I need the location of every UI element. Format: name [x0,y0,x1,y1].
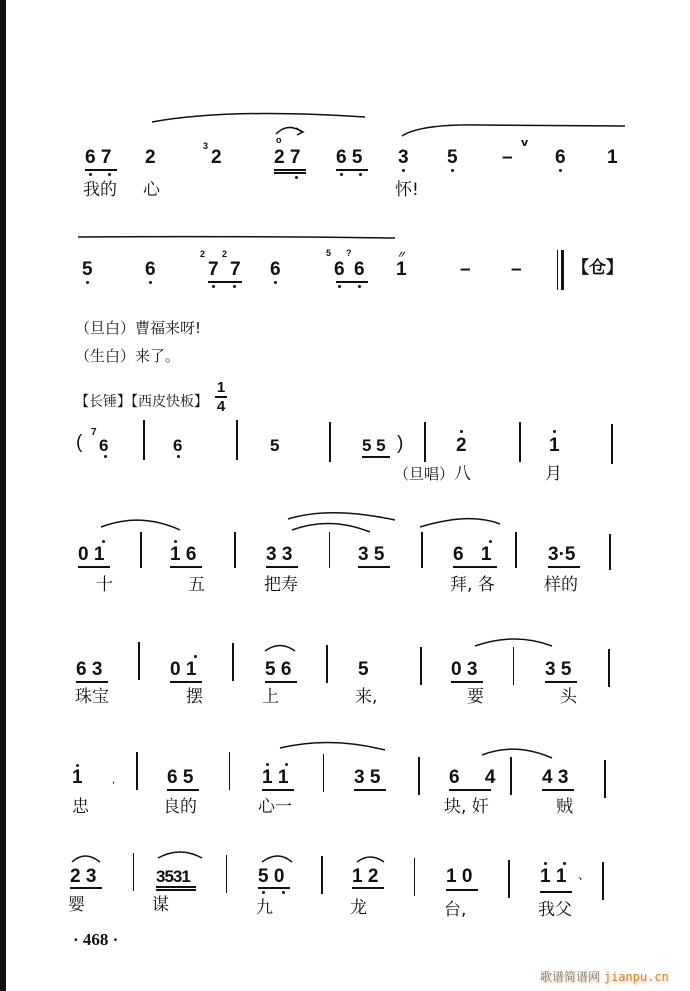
note: 5 [447,147,458,168]
low-dot [402,169,405,172]
high-dot [460,430,463,433]
underline [266,566,298,568]
underline [85,169,117,171]
lyric: 忠 [72,797,89,817]
page-number: · 468 · [73,930,119,949]
low-dot [104,455,107,458]
tremolo-mark: 〃 [396,250,406,261]
low-dot [86,281,89,284]
barline [510,757,512,795]
note-group: 3531 [156,867,190,886]
underline [170,681,202,683]
grace-note: 2 [222,249,228,259]
underline [262,789,294,791]
note: 1 [607,147,618,168]
barline [602,862,604,900]
note: 7 [230,259,241,280]
grace-note: 5 [326,248,332,258]
lyric: 拜, 各 [450,575,495,595]
low-dot [282,891,285,894]
low-dot [358,285,361,288]
underline [167,789,199,791]
underline [449,789,491,791]
low-dot [149,281,152,284]
high-dot [194,655,197,658]
note: 2 [145,147,156,168]
open-paren: ( [76,432,83,453]
high-dot [174,540,177,543]
barline [326,645,328,683]
close-paren: ) [397,433,404,454]
barline [226,855,227,893]
barline [321,856,323,894]
lyric: 贼 [556,797,573,817]
time-signature-top: 1 [216,379,226,396]
lyric: 九 [256,898,273,918]
barline [143,420,145,460]
underline [548,566,580,568]
note-pair: 4 3 [542,767,569,788]
lyric: 我的 [83,180,117,200]
underline [362,456,390,458]
lyric: 心 [143,180,160,200]
note-pair: 1 1 [262,767,289,788]
underline [354,789,386,791]
note: 1 [72,767,83,788]
lyric: 头 [560,687,577,707]
high-dot [102,540,105,543]
barline [236,420,238,460]
barline [421,532,423,568]
note-pair: 1 2 [352,866,379,887]
dialogue-text: 来了。 [135,347,181,365]
note-pair: 6 5 [167,767,194,788]
note-pair: 1 6 [170,544,197,565]
note-pair: 0 3 [451,659,478,680]
lyric: 月 [545,464,562,484]
underline [170,566,202,568]
lyric: 怀! [395,180,419,200]
underline [446,889,478,891]
note-pair: 3 5 [545,659,572,680]
breath-mark: v [521,136,529,149]
underline [156,886,196,888]
low-dot [89,173,92,176]
note: 6 [354,259,365,280]
note-pair: 6 5 [336,147,363,168]
note: 6 [99,436,109,455]
barline [229,752,230,790]
underline [76,681,108,683]
note: 6 [555,147,566,168]
note-pair: 6 4 [449,767,506,788]
lyric: 珠宝 [75,687,109,707]
note-pair: 3 3 [266,544,293,565]
barline [609,534,611,570]
note-pair: 5 6 [265,659,292,680]
barline [611,424,613,464]
note-pair: 6 1 [453,544,498,565]
barline [232,643,234,681]
note-pair: 5 5 [362,436,386,455]
low-dot [233,285,236,288]
barline [508,860,510,898]
lyric: 十 [96,575,113,595]
underline [352,887,384,889]
lyric: 来, [355,687,378,707]
dialogue-text: 曹福来呀! [135,319,202,337]
underline [265,681,297,683]
note: 5 [358,659,369,680]
note-pair: 1 1 [540,866,567,887]
note-pair: 3 5 [358,544,385,565]
note: 2 [456,435,467,456]
lyric: 摆 [186,687,203,707]
underline [540,891,572,893]
double-barline [557,250,558,290]
barline [515,532,517,568]
grace-note: 2 [200,249,206,259]
low-dot [340,173,343,176]
note: 1 [549,435,560,456]
grace-note: o [276,135,282,145]
lyric: 八 [454,464,471,484]
dialogue-role: （旦白） [75,319,136,337]
tempo-label: 【长锤】【西皮快板】 [75,394,208,410]
lyric: 龙 [350,898,367,918]
barline [414,858,415,896]
note-pair: 2 3 [70,866,97,887]
barline [136,752,138,790]
barline [604,760,606,798]
low-dot [274,281,277,284]
dash: – [502,147,513,168]
note: 1 [396,259,407,280]
low-dot [295,176,298,179]
note: 6 [270,259,281,280]
watermark-site: 歌谱简谱网 [540,970,601,984]
note-pair: 6 7 [85,147,112,168]
note: 6 [334,259,345,280]
underline [358,566,390,568]
grace-note: 3 [203,141,209,151]
high-dot [563,862,566,865]
underline [545,681,577,683]
percussion-cue: 【仓】 [572,258,623,278]
singer-cue: （旦唱） [394,465,455,483]
note: 6 [173,436,183,455]
lyric: 心一 [258,797,292,817]
underline [542,789,574,791]
lyric: 良的 [163,797,197,817]
high-dot [489,540,492,543]
tick-mark: 、 [578,868,591,882]
note-pair: 3 5 [354,767,381,788]
low-dot [108,173,111,176]
barline [234,532,236,568]
note-pair: 2 7 [274,147,301,168]
barline [323,754,324,792]
barline [420,647,422,685]
barline [608,649,610,687]
watermark [540,968,669,985]
lyric: 谋 [152,895,169,915]
underline [336,169,368,171]
lyric: 上 [262,687,279,707]
dash: – [460,259,471,280]
comma-mark: , [112,775,116,786]
high-dot [544,862,547,865]
underline [70,887,102,889]
dialogue-role: （生白） [75,347,136,365]
note: 5 [270,436,280,455]
barline [138,642,140,680]
high-dot [285,763,288,766]
lyric: 五 [188,575,205,595]
note-pair: 0 1 [78,544,105,565]
dialogue-line [75,346,180,366]
underline [336,281,368,283]
low-dot [262,891,265,894]
note: 5 [82,259,93,280]
barline [329,422,331,462]
underline [451,681,483,683]
lyric: 要 [467,687,484,707]
lyric: 样的 [544,575,578,595]
note: 3 [398,147,409,168]
barline [424,422,426,462]
underline [453,566,497,568]
high-dot [553,430,556,433]
low-dot [212,285,215,288]
time-signature-bottom: 4 [216,398,226,415]
dialogue-line [75,318,201,338]
watermark-url: jianpu.cn [603,970,669,984]
note-pair: 5 0 [258,866,285,887]
lyric: 把寿 [264,575,298,595]
grace-note: 7 [91,427,97,438]
note: 7 [208,259,219,280]
barline [133,853,134,891]
lyric: 我父 [538,900,572,920]
underline [274,172,306,174]
underline [156,889,196,891]
note: 6 [145,259,156,280]
underline [208,281,242,283]
high-dot [266,763,269,766]
low-dot [451,169,454,172]
low-dot [338,285,341,288]
lyric: 婴 [68,895,85,915]
lyric: 台, [444,900,467,920]
note-pair: 6 3 [76,659,103,680]
underline [274,169,306,171]
note-pair: 1 0 [446,866,473,887]
lyric: 块, 奸 [444,797,489,817]
note-pair: 0 1 [170,659,197,680]
underline [258,887,290,889]
barline [513,647,514,685]
note: 2 [211,147,222,168]
barline [418,757,420,795]
double-barline [561,250,564,290]
note-pair: 3·5 [548,544,576,565]
barline [329,532,330,568]
barline [140,532,142,568]
grace-note: ? [346,248,352,258]
dash: – [511,259,522,280]
underline [78,566,110,568]
low-dot [559,169,562,172]
barline [519,422,521,462]
low-dot [359,173,362,176]
low-dot [177,455,180,458]
